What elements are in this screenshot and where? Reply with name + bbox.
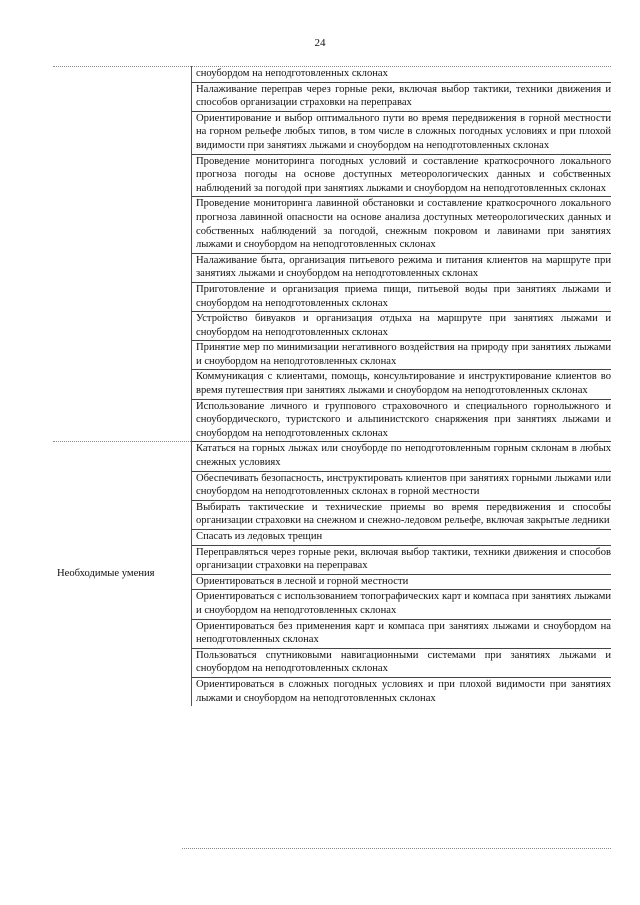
table-cell-text: Налаживание быта, организация питьевого режима и питания клиентов на маршруте при занятиях лыжами и сноубордом на неподготовленных склонах <box>192 253 612 282</box>
table-cell-text: Коммуникация с клиентами, помощь, консультирование и инструктирование клиентов во время путешествия при занятиях лыжами и сноубордом на неподготовленных склонах <box>192 370 612 399</box>
table-body <box>53 67 611 707</box>
table-cell-text: Ориентироваться с использованием топографических карт и компаса при занятиях лыжами и сноубордом на неподготовленных склонах <box>192 590 612 619</box>
table-cell-text: Проведение мониторинга погодных условий и составление краткосрочного локального прогноза погоды на основе доступных метеорологических данных и собственных наблюдений за погодой при занятиях лыжами и сноубордом на неподготовленных склонах <box>192 154 612 197</box>
table-cell-text: Ориентироваться в лесной и горной местности <box>192 574 612 590</box>
table-cell-text: сноубордом на неподготовленных склонах <box>192 67 612 83</box>
table-row <box>53 442 611 471</box>
table-cell-text: Налаживание переправ через горные реки, включая выбор тактики, техники движения и способов организации страховки на переправах <box>192 82 612 111</box>
table-cell-text: Спасать из ледовых трещин <box>192 530 612 546</box>
table-cell-text: Ориентирование и выбор оптимального пути во время передвижения в горной местности на горном рельефе любых типов, в том числе в сложных погодных условиях и при плохой видимости при занятиях лыжами и сноубордом на неподготовленных склонах <box>192 111 612 154</box>
bottom-rule <box>182 848 611 849</box>
table-cell-text: Выбирать тактические и технические приемы во время передвижения и способы организации страховки на снежном и снежно-ледовом рельефе, включая закрытые ледники <box>192 500 612 529</box>
table-cell-text: Кататься на горных лыжах или сноуборде по неподготовленным горным склонам в любых снежных условиях <box>192 442 612 471</box>
competency-table <box>53 66 611 706</box>
table-cell-text: Проведение мониторинга лавинной обстановки и составление краткосрочного локального прогноза лавинной опасности на основе анализа доступных метеорологических данных и собственных наблюдений за погодой, снежным покровом и лавинами при занятиях лыжами и сноубордом на неподготовленных склонах <box>192 197 612 253</box>
row-header-label: Необходимые умения <box>53 442 192 706</box>
page-number: 24 <box>314 37 326 49</box>
table-cell-text: Принятие мер по минимизации негативного воздействия на природу при занятиях лыжами и сноубордом на неподготовленных склонах <box>192 341 612 370</box>
table-cell-text: Ориентироваться в сложных погодных условиях и при плохой видимости при занятиях лыжами и сноубордом на неподготовленных склонах <box>192 677 612 706</box>
table-cell-text: Приготовление и организация приема пищи, питьевой воды при занятиях лыжами и сноубордом на неподготовленных склонах <box>192 282 612 311</box>
table-cell-text: Устройство бивуаков и организация отдыха на маршруте при занятиях лыжами и сноубордом на неподготовленных склонах <box>192 312 612 341</box>
table-row <box>53 67 611 83</box>
table-cell-text: Переправляться через горные реки, включая выбор тактики, техники движения и способов организации страховки на переправах <box>192 545 612 574</box>
table-cell-text: Использование личного и группового страховочного и специального горнолыжного и сноубордического, туристского и альпинистского снаряжения при занятиях лыжами и сноубордом на неподготовленных склонах <box>192 399 612 442</box>
table-cell-text: Ориентироваться без применения карт и компаса при занятиях лыжами и сноубордом на неподготовленных склонах <box>192 619 612 648</box>
table-cell-text: Обеспечивать безопасность, инструктировать клиентов при занятиях горными лыжами или сноубордом на неподготовленных склонах в горной местности <box>192 471 612 500</box>
row-header-empty <box>53 67 192 442</box>
table-cell-text: Пользоваться спутниковыми навигационными системами при занятиях лыжами и сноубордом на неподготовленных склонах <box>192 648 612 677</box>
